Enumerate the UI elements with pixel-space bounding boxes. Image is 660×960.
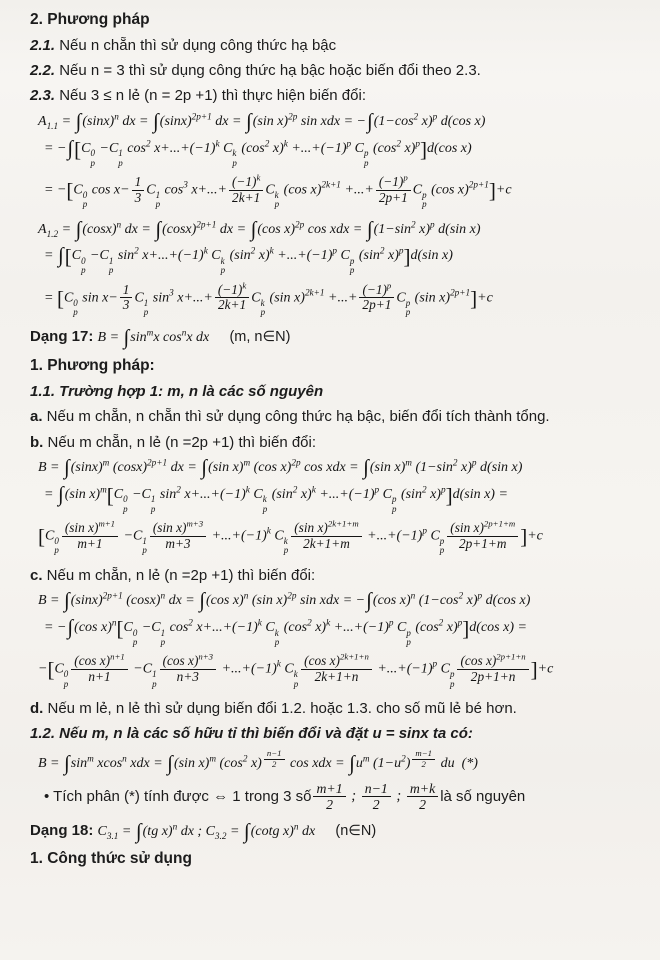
bullet-note-suffix: là số nguyên [440, 787, 526, 805]
case-1-1-line: 1.1. Trường hợp 1: m, n là các số nguyên [30, 383, 324, 401]
formula-b2-line3: −[C 0 p $\frac{(\cos x)^{n+1}}{n+1}$ −C 1 p $\frac{(\cos x)^{n+3}}{n+3}$ $+...+(-1)^k$ C k p $\frac{(\cos x)^{2k+1+n}}{2k+1+n}$ $+...+(-1)^p$ C p p $\frac{(\cos x)^{2p+1+n}}{2p+1+n}$ ]+c [38, 651, 554, 689]
dang-18-note: (n∈N) [335, 822, 377, 839]
formula-b2-line2: = −∫(cos x)$^n$[C 0 p −C 1 p $\cos^2 x+...+(-1)^k$ C k p ($\cos^2$ $x)^k +...+(-1)^p$ C p p ($\cos^2$ x)$^p$]d(cos x) = [44, 615, 527, 647]
method-1-heading: 1. Phương pháp: [30, 357, 155, 375]
dang-17-formula: $B = \int\sin^mx$ $\cos^nx$ dx [97, 325, 210, 350]
item-b [30, 433, 646, 453]
item-c [30, 566, 646, 586]
item-c-label: c. [30, 566, 43, 584]
formula-b1-line3: [C 0 p $\frac{(\sin x)^{m+1}}{m+1}$ −C 1 p $\frac{(\sin x)^{m+3}}{m+3}$ $+...+(-1)^k$ C k p $\frac{(\sin x)^{2k+1+m}}{2k+1+m}$ $+...+(-1)^p$ C p p $\frac{(\sin x)^{2p+1+m}}{2p+1+m}$ ]+c [38, 518, 543, 556]
item-d-text: Nếu m lẻ, n lẻ thì sử dụng biến đổi 1.2. hoặc 1.3. cho số mũ lẻ bé hơn. [43, 699, 517, 717]
formula-b2-line1: $B = \int(\sin x)^{2p+1}$ $(\cos x)^n$ dx = ∫(cos x)$^n$ (sin x)$^{2p}$ sin xdx = −∫(cos x)$^n$ ($1-\cos^2$ x)$^p$ d(cos x) [38, 588, 531, 613]
item-2-2 [30, 61, 646, 81]
item-2-3 [30, 86, 646, 106]
dang-18-line [30, 818, 646, 843]
item-c-text: Nếu m chẵn, n lẻ (n =2p +1) thì biến đổi: [42, 566, 316, 584]
formula-a12-line3: = [C 0 p sin x− $\frac{1}{3}$ C 1 p $\sin^3 x+...+$ $\frac{(-1)^k}{2k+1}$ C k p (sin x)$^{2k+1}$ +...+ $\frac{(-1)^p}{2p+1}$ C p p (sin x)$^{2p+1}$]+c [44, 280, 493, 317]
item-2-1-text: Nếu n chẵn thì sử dụng công thức hạ bậc [55, 36, 337, 54]
item-d [30, 699, 646, 719]
dang-18-label: Dạng 18: [30, 821, 94, 839]
dang-18-formula: $C_{3.1} = \int(tg$ x)$^n$ dx ; $C_{3.2} = \int(\cot g$ x)$^n$ dx [97, 818, 316, 843]
bullet-note [44, 781, 646, 812]
item-a-text: Nếu m chẵn, n chẵn thì sử dụng công thức hạ bậc, biến đổi tích thành tổng. [42, 408, 550, 426]
bullet-note-math: $\frac{m+1}{2}$ ; $\frac{n-1}{2}$ ; $\frac{m+k}{2}$ [311, 781, 440, 812]
footer-heading: 1. Công thức sử dụng [30, 850, 192, 868]
formula-block-b2 [30, 588, 646, 689]
formula-block-a11 [30, 108, 646, 210]
formula-b1-line2: = ∫(sin x)$^m$[C 0 p −C 1 p $\sin^2 x+...+(-1)^k$ C k p ($\sin^2$ $x)^k +...+(-1)^p$ C p p ($\sin^2$ x)$^p$]d(sin x) = [44, 481, 508, 514]
item-d-label: d. [30, 699, 44, 717]
dang-17-note: (m, n∈N) [229, 329, 291, 346]
item-2-1 [30, 36, 646, 56]
formula-bstar: $B = \int\sin^m$ xcos$^n$ xdx = ∫(sin x)$^m$ ($\cos^2$ x) $^{\frac{n-1}{2}}$ cos xdx = $\int u^m$ $(1-u^2)$ $^{\frac{m-1}{2}}$ du (*) [38, 748, 478, 776]
formula-block-a12 [30, 216, 646, 318]
formula-a12-line2: = ∫[C 0 p −C 1 p $\sin^2 x+...+(-1)^k$ C k p ($\sin^2$ $x)^k +...+(-1)^p$ C p p ($\sin^2$ x)$^p$]d(sin x) [44, 243, 453, 276]
item-b-label: b. [30, 433, 44, 451]
item-2-1-label: 2.1. [30, 36, 56, 54]
item-2-2-text: Nếu n = 3 thì sử dụng công thức hạ bậc hoặc biến đổi theo 2.3. [55, 62, 481, 80]
section-2-heading: 2. Phương pháp [30, 11, 150, 28]
dang-17-line [30, 327, 646, 348]
formula-a11-line3: = −[C 0 p cos x− $\frac{1}{3}$ C 1 p $\cos^3 x+...+$ $\frac{(-1)^k}{2k+1}$ C k p (cos x)$^{2k+1}$ +...+ $\frac{(-1)^p}{2p+1}$ C p p (cos x)$^{2p+1}$]+c [44, 172, 512, 210]
item-b-text: Nếu m chẵn, n lẻ (n =2p +1) thì biến đổi: [43, 433, 317, 451]
formula-b1-line1: $B = \int(\sin x)^m$ $(\cos x)^{2p+1}$ dx = ∫(sin x)$^m$ (cos x)$^{2p}$ cos xdx = ∫(sin x)$^m$ ($1-\sin^2$ x)$^p$ d(sin x) [38, 454, 523, 479]
item-a-label: a. [30, 408, 43, 426]
bullet-note-prefix: • Tích phân (*) tính được ⇔ 1 trong 3 số [44, 787, 312, 805]
item-2-3-text: Nếu 3 ≤ n lẻ (n = 2p +1) thì thực hiện biến đổi: [55, 87, 366, 105]
formula-a11-line1: $A_{1.1} = \int(\sin x)^n$ dx = $\int(\sin x)^{2p+1}$ dx = ∫(sin x)$^{2p}$ sin xdx = $-\int(1-\cos^2$ x)$^p$ d(cos x) [38, 108, 486, 133]
case-1-2-line: 1.2. Nếu m, n là các số hữu tỉ thì biến đổi và đặt u = sinx ta có: [30, 725, 473, 743]
dang-17-label: Dạng 17: [30, 328, 94, 346]
formula-block-b1 [30, 454, 646, 556]
item-2-3-label: 2.3. [30, 87, 56, 105]
item-2-2-label: 2.2. [30, 62, 56, 80]
formula-a11-line2: = −∫[C 0 p −C 1 p $\cos^2 x+...+(-1)^k$ C k p ($\cos^2$ $x)^k +...+(-1)^p$ C p p ($\cos^2$ x)$^p$]d(cos x) [44, 135, 472, 168]
item-a [30, 407, 646, 427]
formula-a12-line1: $A_{1.2} = \int(\cos x)^n$ dx = $\int(\cos x)^{2p+1}$ dx = ∫(cos x)$^{2p}$ cos xdx = $\int(1-\sin^2$ x)$^p$ d(sin x) [38, 216, 481, 241]
